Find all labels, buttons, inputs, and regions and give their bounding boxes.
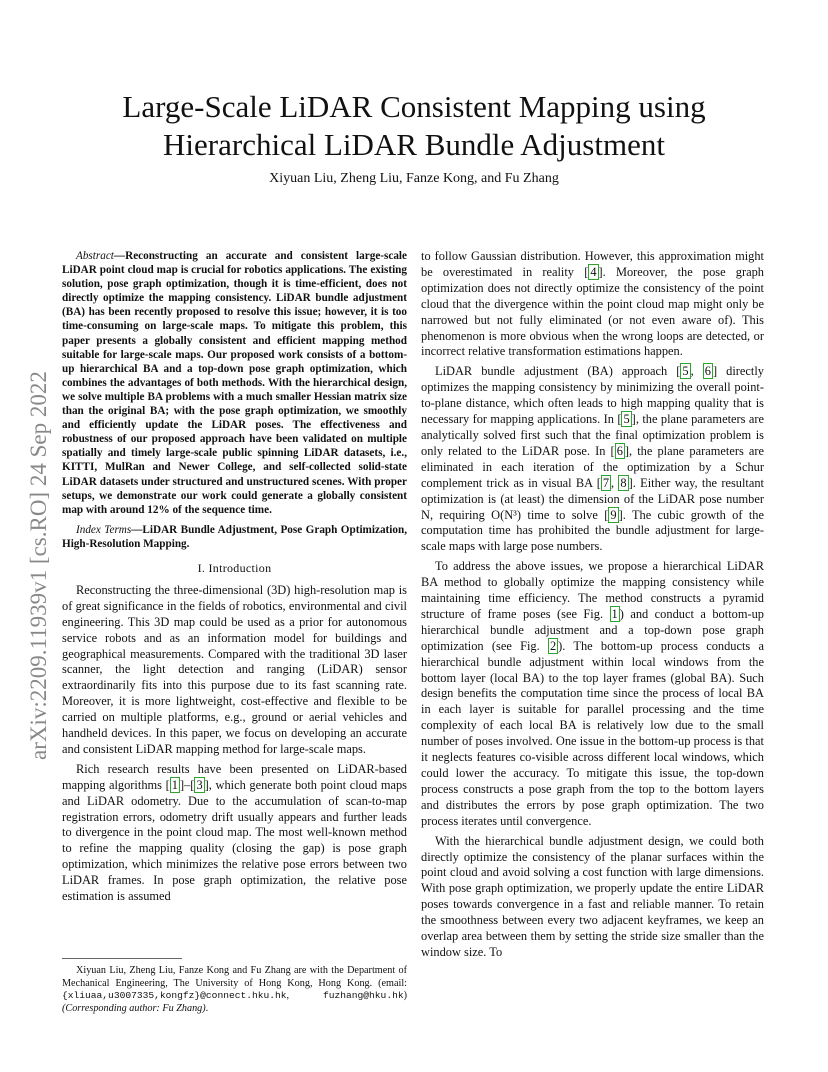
body-paragraph: LiDAR bundle adjustment (BA) approach [ 5 , 6 ] directly optimizes the mapping consistency by minimizing the overall point-to-plane distance, which often leads to high mapping quality that is necessary for mapping applications. In [ 5 ], the plane parameters are analytically solved first such that the final optimization problem is only related to the LiDAR pose. In [ 6 ], the plane parameters are eliminated in each iteration of the optimization by a Schur complement trick as in visual BA [ 7 , 8 ]. Either way, the resultant optimization is (at least) the dimension of the LiDAR pose number N, requiring O(N³) time to solve [ 9 ]. The cubic growth of the computation time has prohibited the bundle adjustment for large-scale maps with large pose numbers. bbox=[421, 364, 765, 554]
citation-link[interactable]: 4 bbox=[590, 264, 597, 279]
email-link[interactable]: fuzhang@hku.hk bbox=[322, 990, 404, 1002]
abstract-text: —Reconstructing an accurate and consistent large-scale LiDAR point cloud map is crucial for robotics applications. The existing solution, pose graph optimization, though it is time-efficient, does not directly optimize the mapping consistency. LiDAR bundle adjustment (BA) has been recently proposed to resolve this issue; however, it is too time-consuming on large-scale maps. To mitigate this problem, this paper presents a globally consistent and efficient mapping method suitable for large-scale maps. Our proposed work consists of a bottom-up hierarchical BA and a top-down pose graph optimization, which combines the advantages of both methods. With the hierarchical design, we solve multiple BA problems with a much smaller Hessian matrix size than the original BA; with the pose graph optimization, we smoothly and efficiently update the LiDAR poses. The effectiveness and robustness of our proposed approach have been validated on multiple spatially and timely large-scale public spinning LiDAR datasets, i.e., KITTI, MulRan and Newer College, and self-collected solid-state LiDAR datasets under structured and unstructured scenes. With proper setups, we demonstrate our work could generate a globally consistent map with around 12% of the sequence time. bbox=[62, 250, 407, 516]
figure-link[interactable]: 2 bbox=[549, 638, 557, 653]
abstract-label: Abstract bbox=[76, 250, 114, 262]
left-column bbox=[62, 249, 407, 909]
index-terms-text: —LiDAR Bundle Adjustment, Pose Graph Optimization, High-Resolution Mapping. bbox=[62, 523, 407, 550]
body-paragraph: To address the above issues, we propose a hierarchical LiDAR BA method to globally optimize the mapping consistency while maintaining time efficiency. The method constructs a pyramid structure of frame poses (see Fig. 1 ) and conduct a bottom-up hierarchical bundle adjustment and a top-down pose graph optimization (see Fig. 2 ). The bottom-up process conducts a hierarchical bundle adjustment within local windows from the bottom layer (local BA) to the top layer frames (global BA). Such design benefits the computation time since the process of local BA in each layer is suitable for parallel processing and the time complexity of each local BA is relatively low due to the small number of poses involved. One issue in the bottom-up process is that it neglects features co-visible across different local windows, which could lower the accuracy. To mitigate this issue, the top-down process constructs a pose graph from the top to the bottom layers and distributes the errors by pose graph optimization. The two process iterates until convergence. bbox=[421, 559, 764, 828]
intro-paragraph-1: Reconstructing the three-dimensional (3D) high-resolution map is of great significance in the fields of robotics, environmental and civil engineering. This 3D map could be used as a prior for autonomous service robots and as an information model for buildings and geographical measurements. Compared with the traditional 3D laser scanner, the light detection and ranging (LiDAR) sensor extraordinarily fits into this purpose due to its fast scanning rate. Moreover, it is more lightweight, cost-effective and flexible to be carried on multiple platforms, e.g., ground or aerial vehicles and handheld devices. In this paper, we focus on developing an accurate and consistent LiDAR mapping method for large-scale maps. bbox=[62, 582, 407, 756]
footnote-divider bbox=[62, 958, 182, 959]
title-line-1: Large-Scale LiDAR Consistent Mapping using bbox=[122, 89, 706, 124]
index-terms bbox=[62, 523, 407, 551]
intro-paragraph-2: Rich research results have been presented on LiDAR-based mapping algorithms [ 1 ]–[ 3 ], which generate both point cloud maps and LiDAR odometry. Due to the accumulation of scan-to-map registration errors, odometry drift usually appears and further leads to divergence in the point cloud map. The most well-known method to refine the mapping quality (closing the gap) is pose graph optimization, which minimizes the relative pose errors between two LiDAR frames. In pose graph optimization, the relative pose estimation is assumed bbox=[62, 761, 408, 904]
arxiv-id: arXiv:2209.11939v1 [cs.RO] 24 Sep 2022 bbox=[26, 371, 51, 760]
citation-link[interactable]: 8 bbox=[620, 475, 627, 490]
citation-link[interactable]: 6 bbox=[616, 443, 623, 458]
citation-link[interactable]: 3 bbox=[196, 777, 203, 792]
citation-link[interactable]: 9 bbox=[610, 507, 617, 522]
citation-link[interactable]: 1 bbox=[171, 777, 178, 792]
citation-link[interactable]: 7 bbox=[602, 475, 610, 490]
section-heading-introduction: I. Introduction bbox=[197, 560, 272, 575]
index-terms-label: Index Terms bbox=[76, 523, 132, 536]
body-paragraph: to follow Gaussian distribution. However, this approximation might be overestimated in reality [ 4 ]. Moreover, the pose graph optimization does not directly optimize the consistency of the point cloud that the divergence within the point cloud map might only be narrowed but not fully eliminated (or not even aware of). This phenomenon is more obvious when the wrong loops are detected, or incorrect relative transformation estimations happen. bbox=[421, 249, 764, 359]
title-line-2: Hierarchical LiDAR Bundle Adjustment bbox=[163, 127, 665, 162]
author-affiliation-footnote: Xiyuan Liu, Zheng Liu, Fanze Kong and Fu Zhang are with the Department of Mechanical Engineering, The University of Hong Kong, Hong Kong. (email: {xliuaa,u3007335,kongfz}@connect.hku.hk, fuzhang@hku.hk) (Corresponding author: Fu Zhang). bbox=[62, 965, 407, 1014]
citation-link[interactable]: 5 bbox=[682, 364, 689, 379]
figure-link[interactable]: 1 bbox=[611, 606, 618, 621]
abstract bbox=[62, 249, 407, 517]
paper-title bbox=[60, 88, 768, 164]
email-link[interactable]: {xliuaa,u3007335,kongfz}@connect.hku.hk bbox=[62, 990, 287, 1002]
citation-link[interactable]: 6 bbox=[704, 364, 711, 379]
arxiv-watermark bbox=[26, 371, 51, 780]
body-paragraph: With the hierarchical bundle adjustment design, we could both directly optimize the consistency of the planar surfaces within the point cloud and avoid solving a cost function with large dimensions. With pose graph optimization, we properly update the entire LiDAR poses towards convergence in a fast and reliable manner. To retain the smoothness between every two adjacent keyframes, we keep an overlap area between them by setting the stride size smaller than the window size. To bbox=[421, 833, 764, 959]
citation-link[interactable]: 5 bbox=[623, 412, 630, 427]
author-list: Xiyuan Liu, Zheng Liu, Fanze Kong, and Fu Zhang bbox=[269, 171, 559, 186]
right-column bbox=[421, 249, 764, 965]
